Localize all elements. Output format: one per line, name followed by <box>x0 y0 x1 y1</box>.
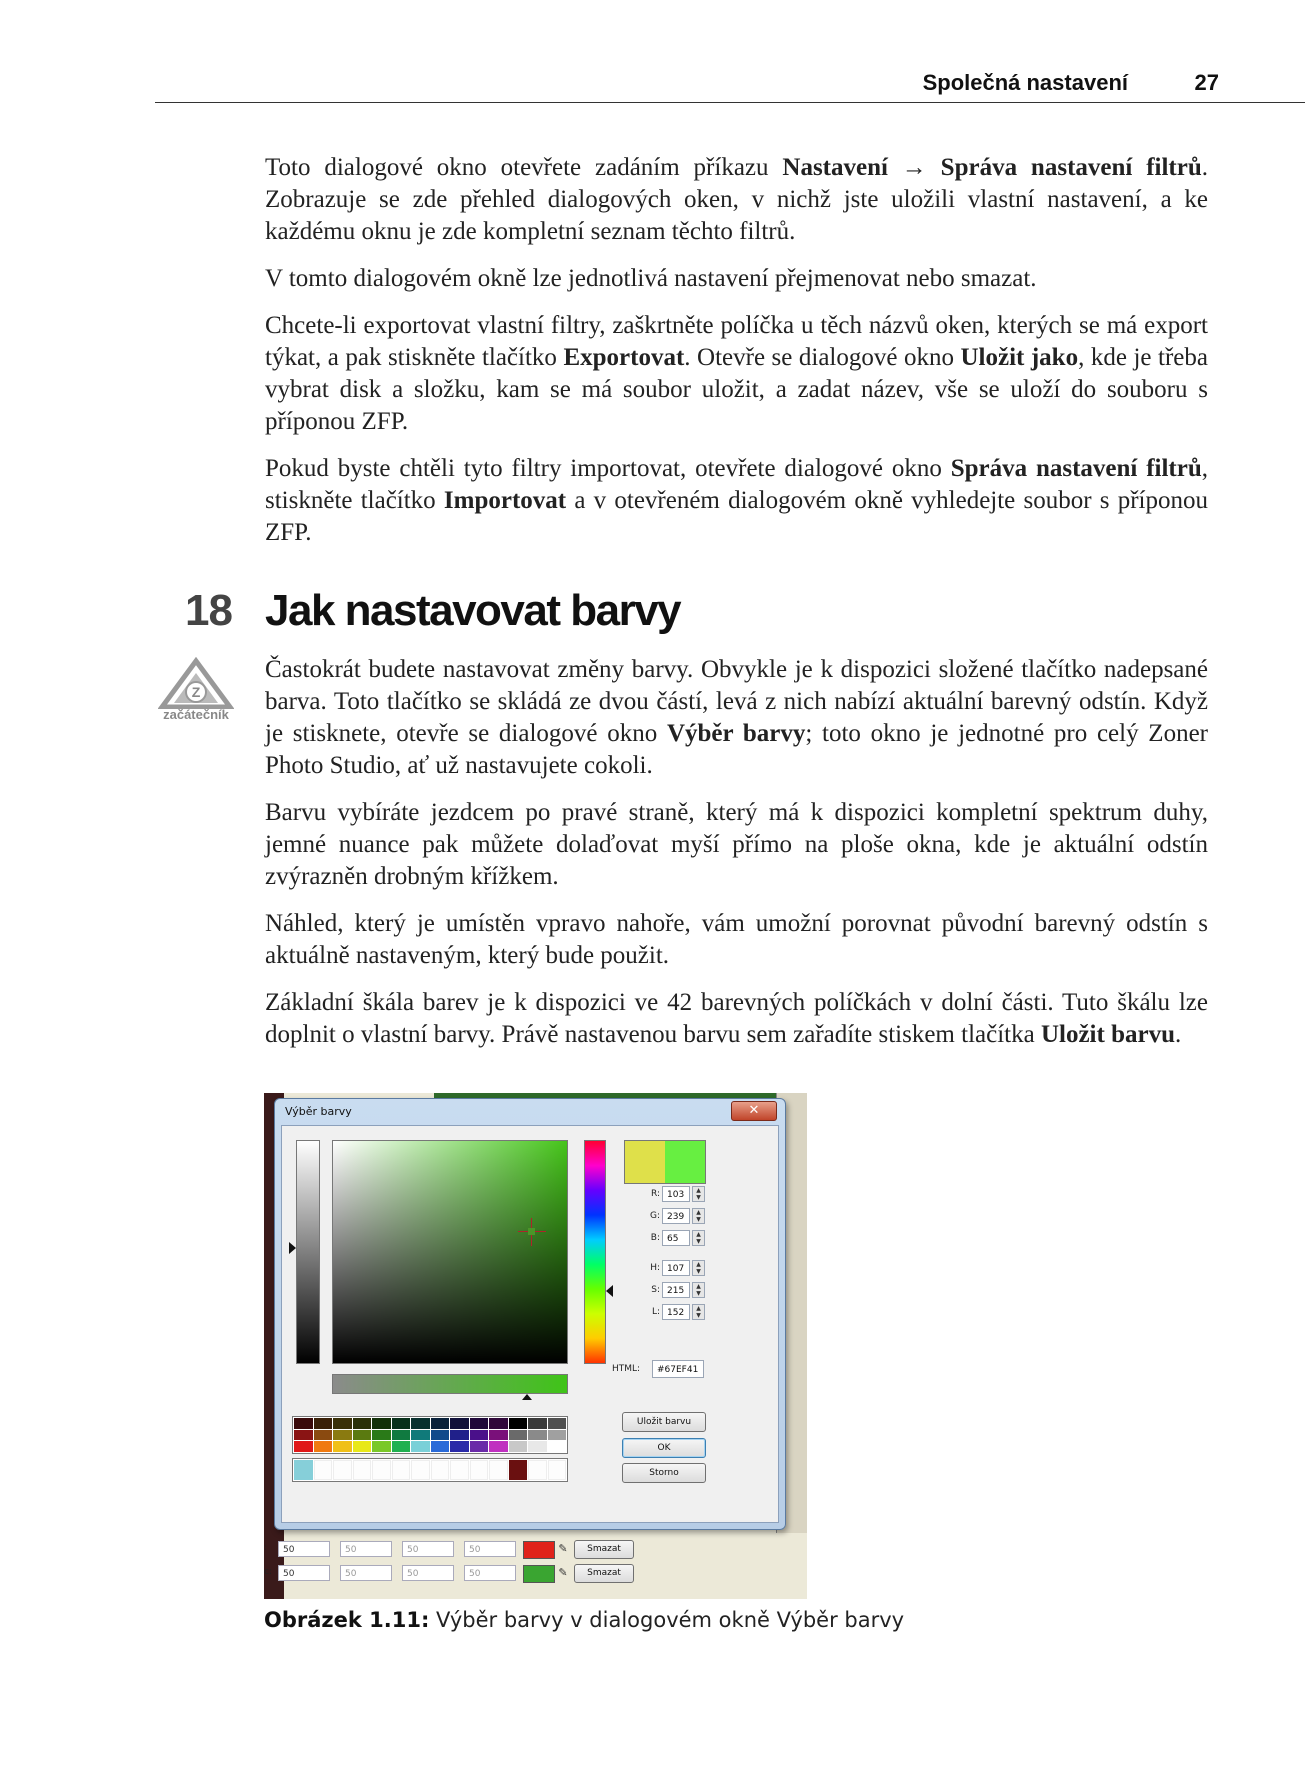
gray-slider[interactable] <box>296 1140 320 1364</box>
lightness-slider[interactable] <box>332 1374 568 1394</box>
spinner-arrows-icon[interactable]: ▲ ▼ <box>692 1260 705 1276</box>
palette-swatch[interactable] <box>548 1430 567 1441</box>
dialog-title: Výběr barvy <box>285 1105 352 1118</box>
paragraph: V tomto dialogovém okně lze jednotlivá nastavení přejmenovat nebo smazat. <box>265 265 1037 292</box>
basic-palette <box>292 1416 568 1454</box>
palette-swatch[interactable] <box>470 1430 489 1441</box>
field-label: L: <box>651 1307 660 1317</box>
palette-swatch[interactable] <box>314 1430 333 1441</box>
palette-swatch[interactable] <box>450 1441 469 1452</box>
row-prefix: c: <box>264 1567 272 1577</box>
number-input[interactable]: 50 <box>340 1565 392 1581</box>
field-label: R: <box>650 1189 660 1199</box>
palette-swatch[interactable] <box>489 1430 508 1441</box>
palette-swatch[interactable] <box>353 1418 372 1429</box>
custom-palette-swatch[interactable] <box>528 1460 547 1480</box>
field-input[interactable]: 152 <box>662 1304 690 1320</box>
color-picker-dialog <box>274 1098 786 1530</box>
saturation-value-field[interactable] <box>332 1140 568 1364</box>
hue-slider-arrow-icon[interactable] <box>606 1285 613 1297</box>
current-color-swatch <box>665 1141 705 1183</box>
palette-swatch[interactable] <box>392 1418 411 1429</box>
eyedropper-icon[interactable]: ✎ <box>558 1566 568 1579</box>
delete-button[interactable]: Smazat <box>574 1540 634 1559</box>
color-field-row <box>624 1260 708 1278</box>
color-swatch-button[interactable] <box>523 1541 555 1559</box>
palette-swatch[interactable] <box>470 1441 489 1452</box>
crosshair-center <box>528 1228 535 1235</box>
delete-button[interactable]: Smazat <box>574 1564 634 1583</box>
caption-text: Výběr barvy v dialogovém okně Výběr barvy <box>429 1608 905 1632</box>
section-title: Jak nastavovat barvy <box>265 586 681 635</box>
custom-palette-swatch[interactable] <box>431 1460 450 1480</box>
number-input[interactable]: 50 <box>278 1541 330 1557</box>
svg-text:Z: Z <box>191 684 201 700</box>
palette-swatch[interactable] <box>353 1441 372 1452</box>
ok-button[interactable]: OK <box>622 1438 706 1458</box>
palette-swatch[interactable] <box>411 1430 430 1441</box>
dialog-body <box>281 1125 779 1523</box>
color-field-row <box>624 1230 708 1248</box>
hue-slider[interactable] <box>584 1140 606 1364</box>
palette-swatch[interactable] <box>509 1430 528 1441</box>
number-input[interactable]: 50 <box>340 1541 392 1557</box>
palette-swatch[interactable] <box>314 1418 333 1429</box>
custom-palette-swatch[interactable] <box>392 1460 411 1480</box>
palette-swatch[interactable] <box>528 1418 547 1429</box>
color-dialog-screenshot <box>264 1093 807 1599</box>
field-input[interactable]: 215 <box>662 1282 690 1298</box>
palette-swatch[interactable] <box>509 1418 528 1429</box>
paragraph: Chcete-li exportovat vlastní filtry, zaškrtněte políčka u těch názvů oken, kterých se má export týkat, a pak stiskněte tlačítko Exportovat. Otevře se dialogové okno Uložit jako, kde je třeba vybrat disk a složku, kam se má soubor uložit, a zadat název, vše se uloží do souboru s příponou ZFP. <box>265 312 1208 435</box>
palette-swatch[interactable] <box>489 1441 508 1452</box>
color-field-row <box>624 1208 708 1226</box>
color-setting-row <box>264 1539 764 1559</box>
custom-palette-swatch[interactable] <box>294 1460 313 1480</box>
color-field-row <box>624 1304 708 1322</box>
field-input[interactable]: 107 <box>662 1260 690 1276</box>
close-button[interactable]: ✕ <box>731 1101 777 1121</box>
palette-swatch[interactable] <box>411 1418 430 1429</box>
palette-swatch[interactable] <box>509 1441 528 1452</box>
spinner-arrows-icon[interactable]: ▲ ▼ <box>692 1208 705 1224</box>
palette-swatch[interactable] <box>548 1441 567 1452</box>
color-preview <box>624 1140 706 1184</box>
lightness-slider-arrow-icon[interactable] <box>522 1394 532 1400</box>
html-label: HTML: <box>612 1364 641 1374</box>
figure-caption <box>264 1608 904 1632</box>
custom-palette-swatch[interactable] <box>489 1460 508 1480</box>
palette-swatch[interactable] <box>489 1418 508 1429</box>
palette-swatch[interactable] <box>431 1430 450 1441</box>
color-field-row <box>624 1186 708 1204</box>
field-input[interactable]: 239 <box>662 1208 690 1224</box>
paragraph: Náhled, který je umístěn vpravo nahoře, vám umožní porovnat původní barevný odstín s aktuálně nastaveným, který bude použit. <box>265 910 1208 969</box>
cancel-button[interactable]: Storno <box>622 1463 706 1483</box>
caption-label: Obrázek 1.11: <box>264 1608 430 1632</box>
custom-palette <box>292 1458 568 1482</box>
custom-palette-swatch[interactable] <box>372 1460 391 1480</box>
palette-swatch[interactable] <box>548 1418 567 1429</box>
warning-triangle-icon <box>158 657 234 709</box>
original-color-swatch <box>625 1141 665 1183</box>
custom-palette-swatch[interactable] <box>333 1460 352 1480</box>
custom-palette-swatch[interactable] <box>353 1460 372 1480</box>
number-input[interactable]: 50 <box>402 1565 454 1581</box>
palette-swatch[interactable] <box>294 1441 313 1452</box>
palette-swatch[interactable] <box>314 1441 333 1452</box>
palette-swatch[interactable] <box>470 1418 489 1429</box>
custom-palette-swatch[interactable] <box>411 1460 430 1480</box>
palette-swatch[interactable] <box>353 1430 372 1441</box>
header-title: Společná nastavení <box>922 70 1128 95</box>
beginner-badge <box>158 657 234 725</box>
custom-palette-swatch[interactable] <box>548 1460 567 1480</box>
header-rule <box>155 102 1305 103</box>
html-color-input[interactable]: #67EF41 <box>652 1360 704 1378</box>
palette-swatch[interactable] <box>333 1441 352 1452</box>
section-text <box>265 654 1208 1066</box>
palette-swatch[interactable] <box>372 1430 391 1441</box>
palette-swatch[interactable] <box>411 1441 430 1452</box>
badge-label: začátečník <box>163 707 229 722</box>
palette-swatch[interactable] <box>450 1418 469 1429</box>
palette-swatch[interactable] <box>431 1441 450 1452</box>
paragraph: Častokrát budete nastavovat změny barvy. Obvykle je k dispozici složené tlačítko nadepsané barva. Toto tlačítko se skládá ze dvou částí, levá z nich nabízí aktuální barevný odstín. Když je stisknete, otevře se dialogové okno Výběr barvy; toto okno je jednotné pro celý Zoner Photo Studio, ať už nastavujete cokoli. <box>265 656 1209 779</box>
page-number: 27 <box>1194 70 1219 95</box>
spinner-arrows-icon[interactable]: ▲ ▼ <box>692 1304 705 1320</box>
spinner-arrows-icon[interactable]: ▲ ▼ <box>692 1230 705 1246</box>
section-number: 18 <box>185 586 232 635</box>
spinner-arrows-icon[interactable]: ▲ ▼ <box>692 1186 705 1202</box>
palette-swatch[interactable] <box>431 1418 450 1429</box>
field-input[interactable]: 103 <box>662 1186 690 1202</box>
palette-swatch[interactable] <box>528 1441 547 1452</box>
number-input[interactable]: 50 <box>278 1565 330 1581</box>
eyedropper-icon[interactable]: ✎ <box>558 1542 568 1555</box>
custom-palette-swatch[interactable] <box>450 1460 469 1480</box>
palette-swatch[interactable] <box>528 1430 547 1441</box>
number-input[interactable]: 50 <box>464 1541 516 1557</box>
spinner-arrows-icon[interactable]: ▲ ▼ <box>692 1282 705 1298</box>
palette-swatch[interactable] <box>392 1441 411 1452</box>
field-label: H: <box>650 1263 660 1273</box>
palette-swatch[interactable] <box>294 1418 313 1429</box>
custom-palette-swatch[interactable] <box>314 1460 333 1480</box>
field-label: S: <box>651 1285 660 1295</box>
palette-swatch[interactable] <box>333 1430 352 1441</box>
custom-palette-swatch[interactable] <box>470 1460 489 1480</box>
color-swatch-button[interactable] <box>523 1565 555 1583</box>
paragraph: Pokud byste chtěli tyto filtry importovat, otevřete dialogové okno Správa nastavení filtrů, stiskněte tlačítko Importovat a v otevřeném dialogovém okně vyhledejte soubor s příponou ZFP. <box>265 455 1208 546</box>
section-heading <box>185 586 1085 646</box>
palette-swatch[interactable] <box>392 1430 411 1441</box>
running-header <box>155 64 1313 104</box>
row-prefix: : <box>264 1543 268 1553</box>
color-field-row <box>624 1282 708 1300</box>
field-label: G: <box>649 1211 660 1221</box>
number-input[interactable]: 50 <box>464 1565 516 1581</box>
palette-swatch[interactable] <box>372 1441 391 1452</box>
gray-slider-arrow-icon[interactable] <box>289 1242 296 1254</box>
paragraph: Toto dialogové okno otevřete zadáním příkazu Nastavení → Správa nastavení filtrů. Zobrazuje se zde přehled dialogových oken, v nichž jste uložili vlastní nastavení, a ke každému oknu je zde kompletní seznam těchto filtrů. <box>265 154 1208 245</box>
intro-text <box>265 152 1208 564</box>
palette-swatch[interactable] <box>333 1418 352 1429</box>
save-color-button[interactable]: Uložit barvu <box>622 1412 706 1432</box>
palette-swatch[interactable] <box>372 1418 391 1429</box>
paragraph: Základní škála barev je k dispozici ve 42 barevných políčkách v dolní části. Tuto škálu lze doplnit o vlastní barvy. Právě nastavenou barvu sem zařadíte stiskem tlačítka Uložit barvu. <box>265 989 1208 1048</box>
palette-swatch[interactable] <box>294 1430 313 1441</box>
paragraph: Barvu vybíráte jezdcem po pravé straně, který má k dispozici kompletní spektrum duhy, jemné nuance pak můžete dolaďovat myší přímo na ploše okna, kde je aktuální odstín zvýrazněn drobným křížkem. <box>265 799 1208 890</box>
color-setting-row <box>264 1563 764 1583</box>
custom-palette-swatch[interactable] <box>509 1460 528 1480</box>
palette-swatch[interactable] <box>450 1430 469 1441</box>
field-label: B: <box>650 1233 660 1243</box>
field-input[interactable]: 65 <box>662 1230 690 1246</box>
number-input[interactable]: 50 <box>402 1541 454 1557</box>
